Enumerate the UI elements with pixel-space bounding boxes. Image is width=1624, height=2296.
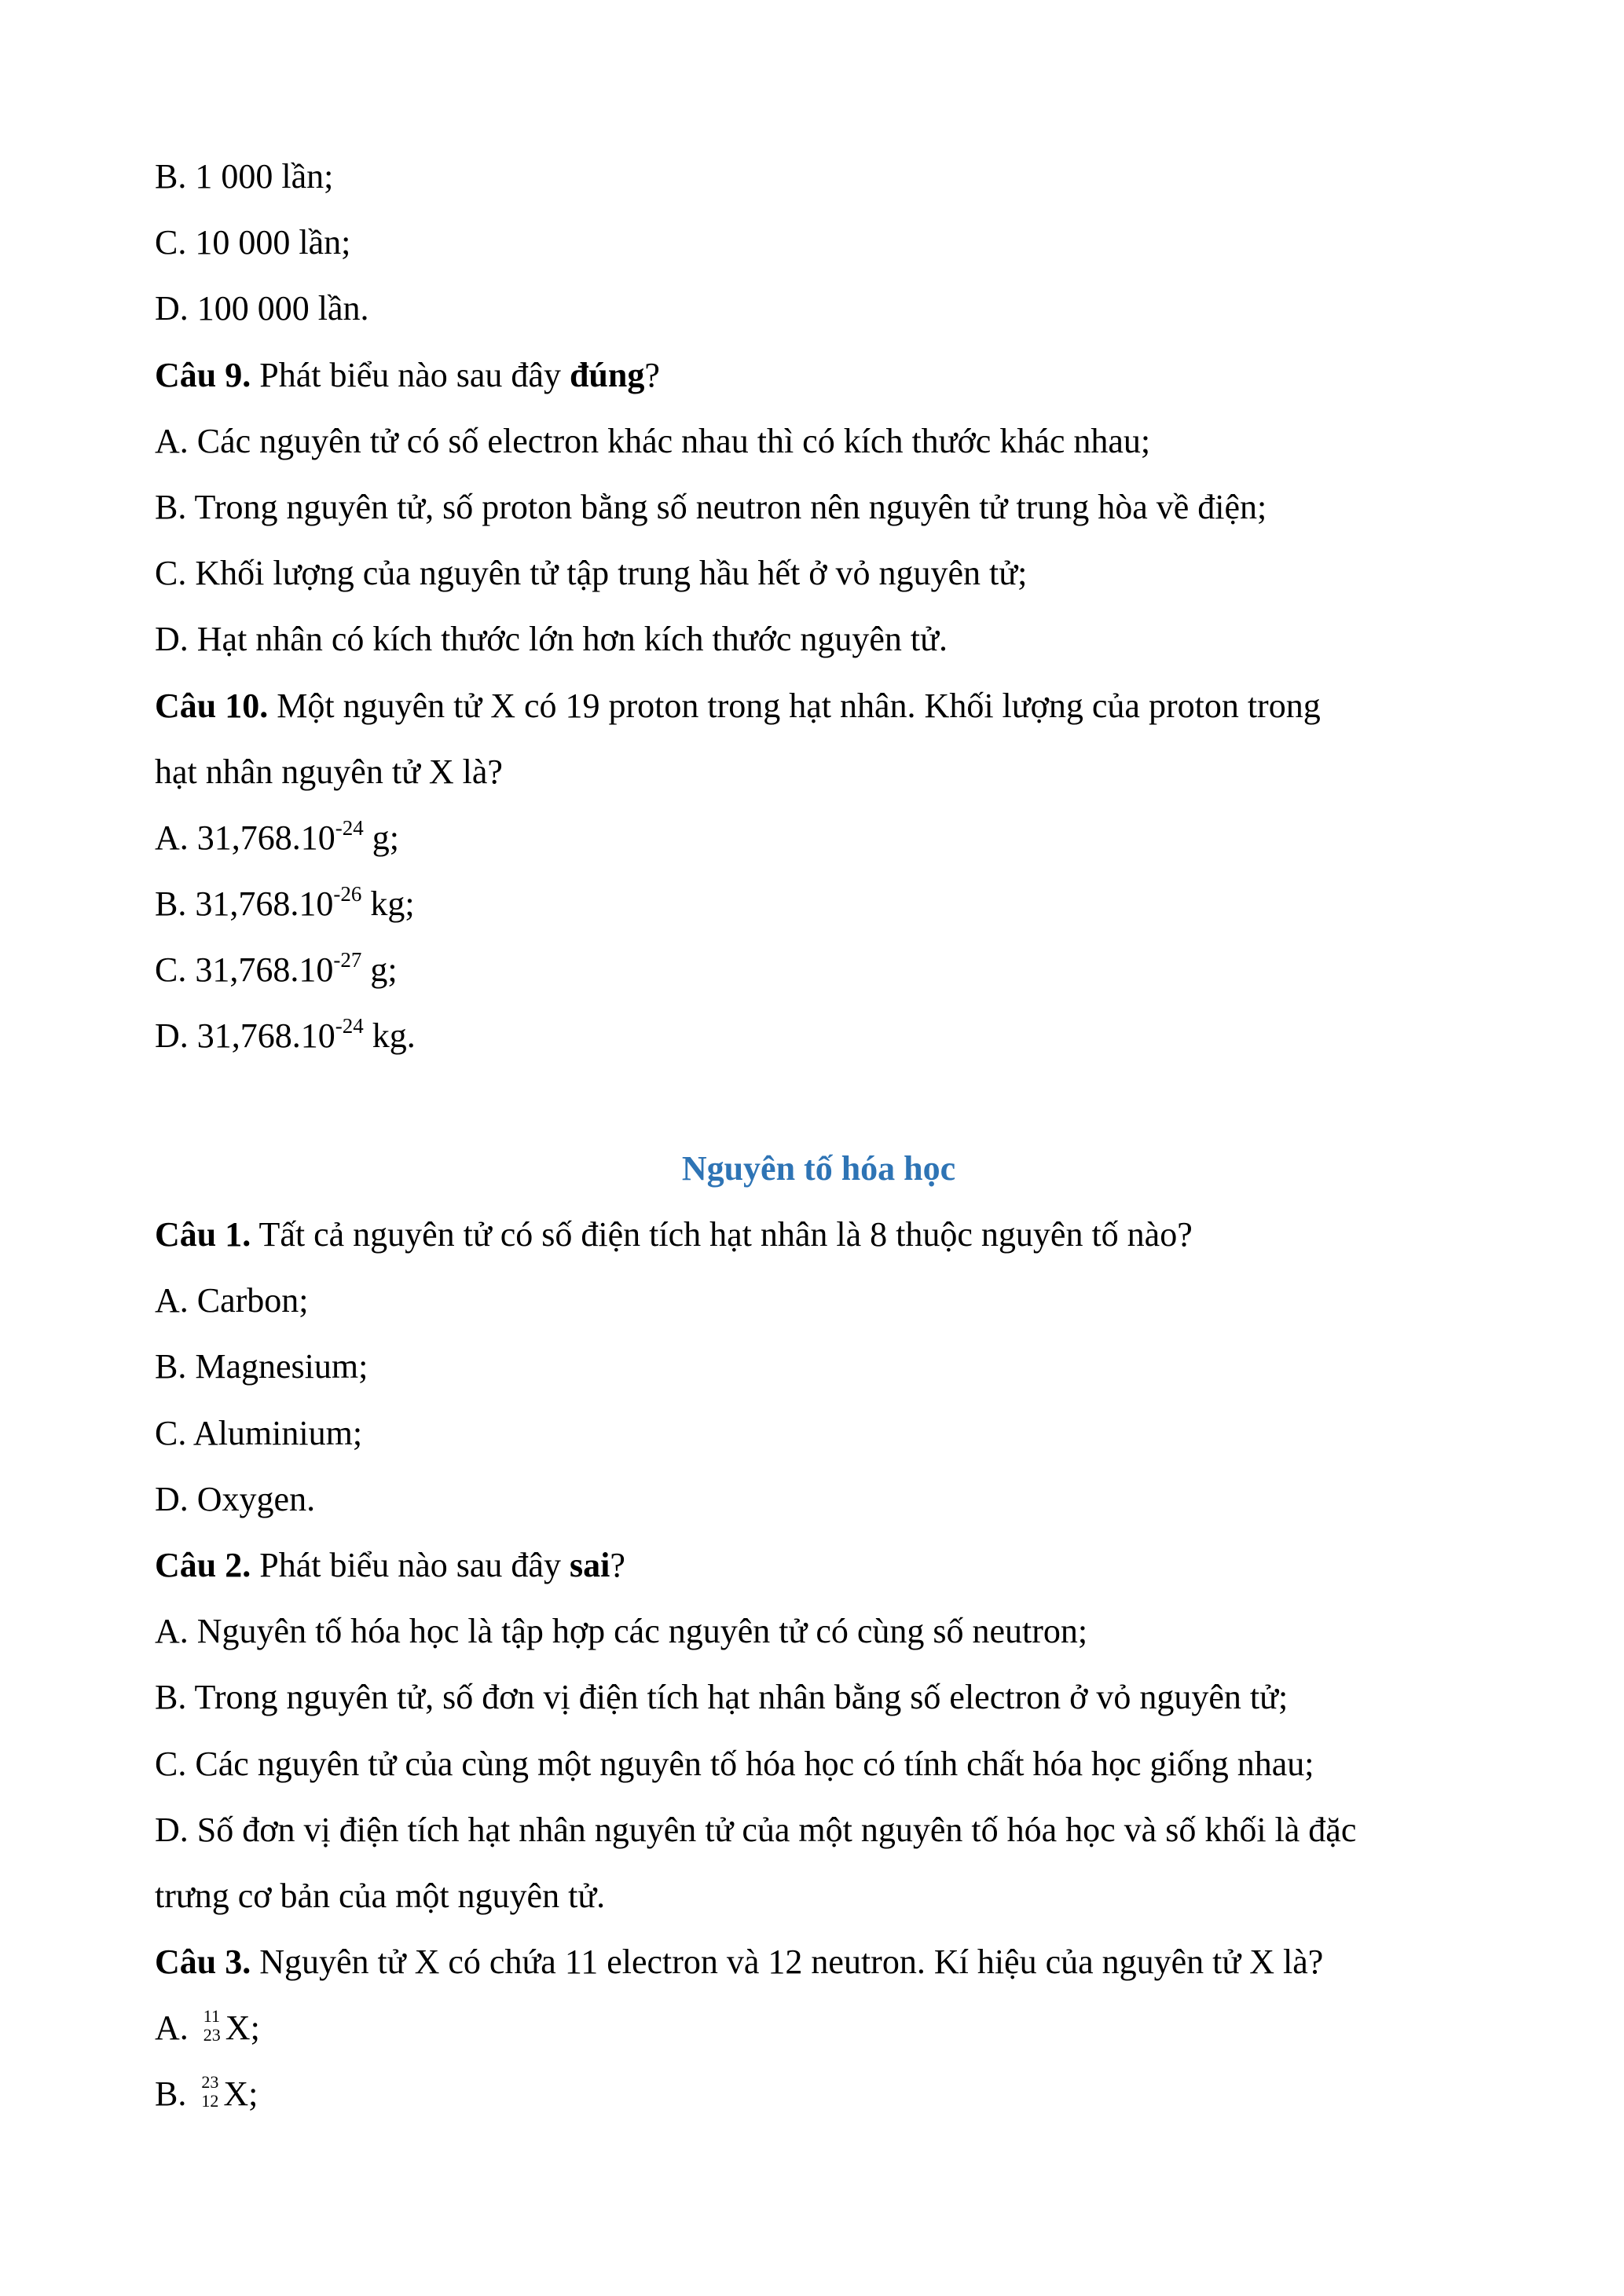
s2-q3-option-a [155,2003,1483,2069]
nuclide-a-bottom-number: 23 [203,2025,221,2045]
nuclide-notation-b [195,2069,222,2119]
q8-option-d: D. 100 000 lần. [155,289,369,328]
q10-option-a [155,813,1483,879]
q9-label: Câu 9. [155,355,251,394]
s2-q1-option-b: B. Magnesium; [155,1347,368,1386]
q10-option-c-prefix: C. 31,768.10 [155,950,334,990]
q10-option-b [155,879,1483,945]
s2-q3-option-a-suffix: ; [250,2009,260,2048]
q10-option-a-suffix: g; [363,818,400,857]
q9-emphasis: đúng [569,355,645,394]
q9-option-c: C. Khối lượng của nguyên tử tập trung hầu hết ở vỏ nguyên tử; [155,554,1028,593]
q9-text-after: ? [644,355,660,394]
q10-option-d-prefix: D. 31,768.10 [155,1016,335,1056]
s2-q3-option-b [155,2069,1483,2135]
q8-option-c: C. 10 000 lần; [155,223,351,262]
s2-q3-stem [155,1937,1483,2003]
nuclide-notation-a [197,2003,224,2053]
s2-q1-option-a: A. Carbon; [155,1281,309,1320]
s2-q2-option-b: B. Trong nguyên tử, số đơn vị điện tích hạt nhân bằng số electron ở vỏ nguyên tử; [155,1678,1289,1717]
q10-option-c [155,945,1483,1011]
s2-q1-text: Tất cả nguyên tử có số điện tích hạt nhân là 8 thuộc nguyên tố nào? [251,1215,1193,1254]
s2-q3-option-b-suffix: ; [248,2074,258,2114]
q10-option-d-exponent: -24 [335,1014,364,1038]
q10-option-c-exponent: -27 [333,948,362,972]
s2-q2-option-a: A. Nguyên tố hóa học là tập hợp các nguyên tử có cùng số neutron; [155,1612,1088,1651]
s2-q3-option-a-letter: A. [155,2009,189,2048]
s2-q1-option-c: C. Aluminium; [155,1413,363,1452]
s2-q2-option-d-line2: trưng cơ bản của một nguyên tử. [155,1876,606,1915]
q10-stem-line1 [155,681,1483,747]
s2-q2-emphasis: sai [569,1545,610,1584]
q10-label: Câu 10. [155,686,269,725]
s2-q3-label: Câu 3. [155,1943,251,1982]
section-spacer [155,1078,1483,1144]
q10-text-line1: Một nguyên tử X có 19 proton trong hạt nhân. Khối lượng của proton trong [268,686,1321,725]
q10-option-c-suffix: g; [361,950,398,990]
q10-option-b-suffix: kg; [361,884,415,924]
q10-option-d-suffix: kg. [363,1016,416,1056]
nuclide-b-bottom-number: 12 [201,2091,219,2111]
q9-option-d: D. Hạt nhân có kích thước lớn hơn kích thước nguyên tử. [155,620,948,659]
s2-q1-option-d: D. Oxygen. [155,1479,316,1518]
q10-option-d [155,1011,1483,1077]
nuclide-a-symbol: X [225,2009,251,2048]
q10-option-b-prefix: B. 31,768.10 [155,884,334,924]
section-title: Nguyên tố hóa học [681,1148,956,1188]
q9-option-b: B. Trong nguyên tử, số proton bằng số neutron nên nguyên tử trung hòa về điện; [155,487,1267,526]
s2-q2-text-before: Phát biểu nào sau đây [251,1545,570,1584]
nuclide-a-top-number: 11 [203,2006,220,2027]
s2-q3-option-b-letter: B. [155,2074,187,2114]
s2-q1-label: Câu 1. [155,1215,251,1254]
nuclide-b-top-number: 23 [201,2072,219,2093]
nuclide-b-symbol: X [223,2074,249,2114]
q10-stem-line2: hạt nhân nguyên tử X là? [155,752,503,791]
q9-text-before: Phát biểu nào sau đây [251,355,570,394]
q8-option-b: B. 1 000 lần; [155,157,334,196]
s2-q2-label: Câu 2. [155,1545,251,1584]
q9-option-a: A. Các nguyên tử có số electron khác nhau thì có kích thước khác nhau; [155,421,1151,460]
q9-stem [155,350,1483,416]
q10-option-a-prefix: A. 31,768.10 [155,818,335,857]
s2-q1-stem [155,1210,1483,1276]
s2-q2-text-after: ? [610,1545,625,1584]
s2-q2-option-d-line1: D. Số đơn vị điện tích hạt nhân nguyên tử của một nguyên tố hóa học và số khối là đặc [155,1810,1357,1849]
s2-q2-stem [155,1540,1483,1606]
q10-option-b-exponent: -26 [333,882,362,906]
document-page [155,152,1483,2136]
s2-q3-text: Nguyên tử X có chứa 11 electron và 12 neutron. Kí hiệu của nguyên tử X là? [251,1943,1324,1982]
s2-q2-option-c: C. Các nguyên tử của cùng một nguyên tố hóa học có tính chất hóa học giống nhau; [155,1744,1314,1783]
q10-option-a-exponent: -24 [335,815,364,840]
